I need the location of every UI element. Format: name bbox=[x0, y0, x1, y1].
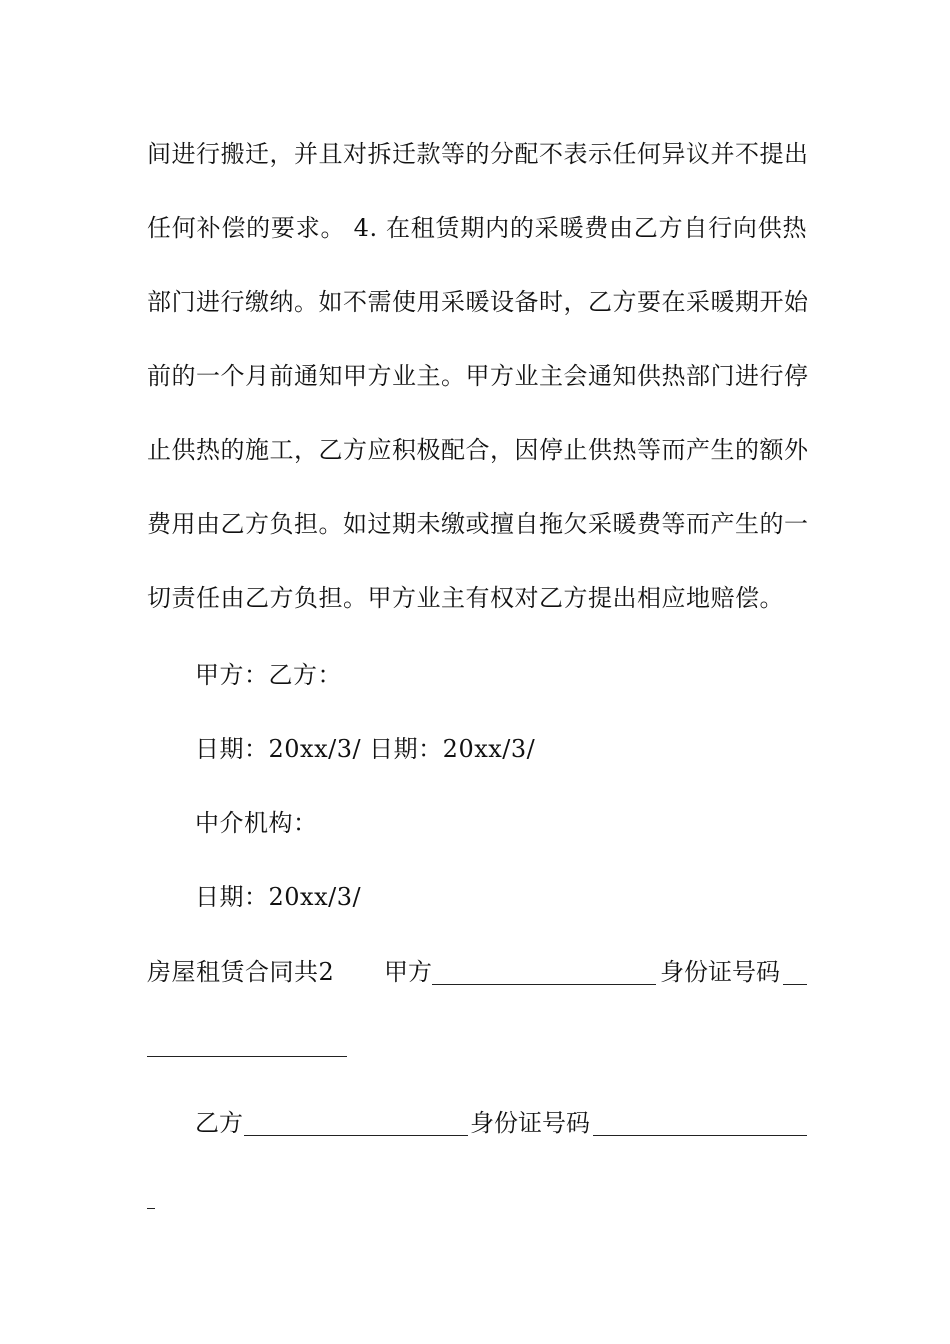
party-a-name-blank[interactable] bbox=[432, 962, 656, 985]
agency-label: 中介机构： bbox=[195, 809, 318, 837]
party-b-id-blank[interactable] bbox=[593, 1113, 807, 1136]
paragraph-line-4: 前的一个月前通知甲方业主。甲方业主会通知供热部门进行停 bbox=[147, 362, 809, 390]
paragraph-line-3: 部门进行缴纳。如不需使用采暖设备时，乙方要在采暖期开始 bbox=[147, 288, 809, 316]
signature-parties: 甲方：乙方： bbox=[195, 661, 342, 689]
signature-dates: 日期：20xx/3/ 日期：20xx/3/ bbox=[195, 735, 536, 763]
party-a-id-label: 身份证号码 bbox=[660, 958, 780, 986]
party-a-label: 甲方 bbox=[384, 958, 432, 986]
paragraph-line-5: 止供热的施工，乙方应积极配合，因停止供热等而产生的额外 bbox=[147, 436, 809, 464]
party-a-id-blank-start[interactable] bbox=[783, 962, 807, 985]
party-b-id-blank-cont[interactable] bbox=[147, 1186, 155, 1209]
paragraph-line-6: 费用由乙方负担。如过期未缴或擅自拖欠采暖费等而产生的一 bbox=[147, 510, 809, 538]
paragraph-line-2: 任何补偿的要求。 4. 在租赁期内的采暖费由乙方自行向供热 bbox=[147, 214, 807, 242]
party-a-id-blank-cont[interactable] bbox=[147, 1034, 347, 1057]
paragraph-line-1: 间进行搬迁，并且对拆迁款等的分配不表示任何异议并不提出 bbox=[147, 140, 809, 168]
party-b-name-blank[interactable] bbox=[244, 1113, 468, 1136]
contract2-title: 房屋租赁合同共2 bbox=[147, 958, 335, 986]
agency-date: 日期：20xx/3/ bbox=[195, 883, 362, 911]
paragraph-line-7: 切责任由乙方负担。甲方业主有权对乙方提出相应地赔偿。 bbox=[147, 584, 784, 612]
party-b-label: 乙方 bbox=[195, 1109, 243, 1137]
party-b-id-label: 身份证号码 bbox=[470, 1109, 590, 1137]
